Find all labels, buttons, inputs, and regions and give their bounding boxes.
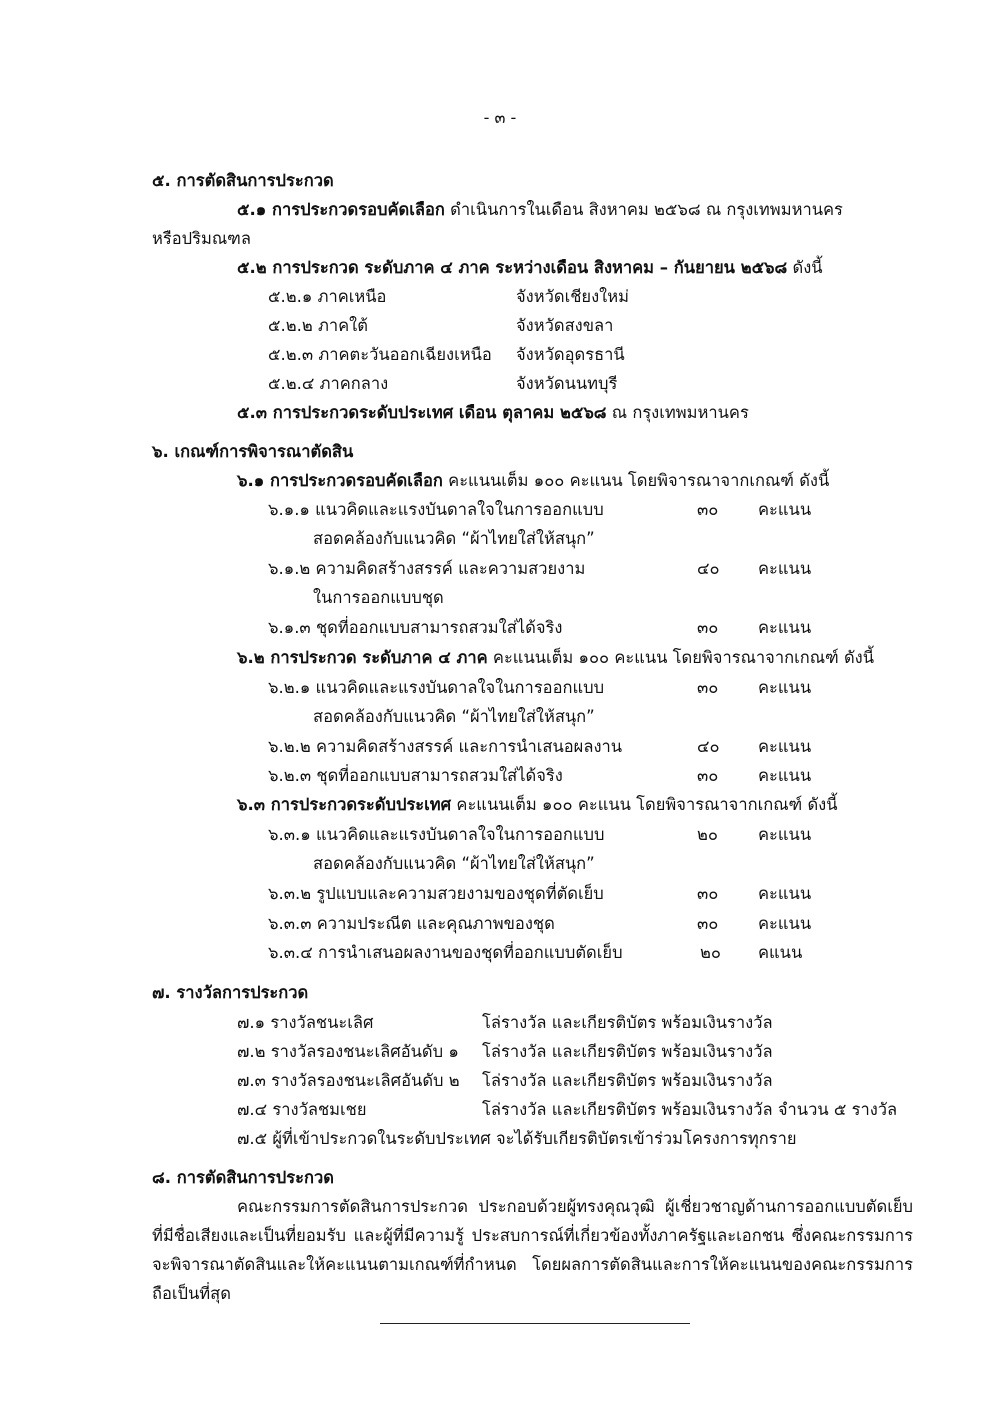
paragraph-line: จะพิจารณาตัดสินและให้คะแนนตามเกณฑ์ที่กำหนด โดยผลการตัดสินและการให้คะแนนของคณะกรรมการ <box>152 1255 913 1274</box>
item-5-3 <box>237 401 749 425</box>
item-5-2-text: ดังนี้ <box>792 258 823 277</box>
criterion-unit: คะแนน <box>758 766 812 785</box>
criterion-text-continued: สอดคล้องกับแนวคิด “ผ้าไทยใส่ให้สนุก” <box>313 854 595 873</box>
criterion-text: ๖.๒.๓ ชุดที่ออกแบบสามารถสวมใส่ได้จริง <box>268 766 563 785</box>
region-province: จังหวัดนนทบุรี <box>516 374 618 393</box>
award-label: ๗.๑ รางวัลชนะเลิศ <box>237 1013 374 1032</box>
item-5-3-text: ณ กรุงเทพมหานคร <box>611 403 749 422</box>
criterion-text: ๖.๒.๑ แนวคิดและแรงบันดาลใจในการออกแบบ <box>268 678 605 697</box>
award-label: ๗.๓ รางวัลรองชนะเลิศอันดับ ๒ <box>237 1071 460 1090</box>
criterion-text-continued: สอดคล้องกับแนวคิด “ผ้าไทยใส่ให้สนุก” <box>313 529 595 548</box>
criterion-score: ๓๐ <box>697 884 719 903</box>
region-label: ๕.๒.๓ ภาคตะวันออกเฉียงเหนือ <box>268 345 492 364</box>
criteria-6-2-text: คะแนนเต็ม ๑๐๐ คะแนน โดยพิจารณาจากเกณฑ์ ดังนี้ <box>492 648 875 667</box>
region-label: ๕.๒.๑ ภาคเหนือ <box>268 287 387 306</box>
region-province: จังหวัดอุดรธานี <box>516 345 625 364</box>
criterion-score: ๒๐ <box>697 825 718 844</box>
criterion-text: ๖.๑.๑ แนวคิดและแรงบันดาลใจในการออกแบบ <box>268 500 604 519</box>
item-5-1-text: ดำเนินการในเดือน สิงหาคม ๒๕๖๘ ณ กรุงเทพมหานคร <box>450 200 843 219</box>
criterion-unit: คะแนน <box>758 825 812 844</box>
criterion-unit: คะแนน <box>758 737 812 756</box>
criteria-6-2 <box>237 646 874 670</box>
criterion-unit: คะแนน <box>758 678 812 697</box>
criterion-text: ๖.๓.๔ การนำเสนอผลงานของชุดที่ออกแบบตัดเย็บ <box>268 943 623 962</box>
item-5-1-title: ๕.๑ การประกวดรอบคัดเลือก <box>237 200 445 219</box>
criterion-score: ๓๐ <box>697 500 719 519</box>
criterion-score: ๔๐ <box>697 559 720 578</box>
item-5-3-title: ๕.๓ การประกวดระดับประเทศ เดือน ตุลาคม ๒๕๖๘ <box>237 403 607 422</box>
end-divider <box>380 1323 690 1324</box>
section-8-heading: ๘. การตัดสินการประกวด <box>152 1168 334 1187</box>
criterion-text: ๖.๑.๒ ความคิดสร้างสรรค์ และความสวยงาม <box>268 559 586 578</box>
criteria-6-1-text: คะแนนเต็ม ๑๐๐ คะแนน โดยพิจารณาจากเกณฑ์ ดังนี้ <box>448 471 830 490</box>
criterion-unit: คะแนน <box>758 914 812 933</box>
criterion-score: ๒๐ <box>700 943 721 962</box>
section-6-heading: ๖. เกณฑ์การพิจารณาตัดสิน <box>152 442 354 461</box>
criterion-unit: คะแนน <box>758 618 812 637</box>
award-prize: โล่รางวัล และเกียรติบัตร พร้อมเงินรางวัล <box>482 1013 773 1032</box>
criterion-text: ๖.๑.๓ ชุดที่ออกแบบสามารถสวมใส่ได้จริง <box>268 618 563 637</box>
criterion-text: ๖.๓.๑ แนวคิดและแรงบันดาลใจในการออกแบบ <box>268 825 605 844</box>
award-label: ๗.๒ รางวัลรองชนะเลิศอันดับ ๑ <box>237 1042 459 1061</box>
region-label: ๕.๒.๒ ภาคใต้ <box>268 316 368 335</box>
paragraph-line: ถือเป็นที่สุด <box>152 1284 231 1303</box>
page-number: - ๓ - <box>483 108 517 127</box>
criterion-text-continued: สอดคล้องกับแนวคิด “ผ้าไทยใส่ให้สนุก” <box>313 707 595 726</box>
award-prize: โล่รางวัล และเกียรติบัตร พร้อมเงินรางวัล <box>482 1071 773 1090</box>
item-5-2 <box>237 256 823 280</box>
criterion-text-continued: ในการออกแบบชุด <box>313 588 444 607</box>
criterion-unit: คะแนน <box>758 559 812 578</box>
section-7-heading: ๗. รางวัลการประกวด <box>152 983 309 1002</box>
criteria-6-1-title: ๖.๑ การประกวดรอบคัดเลือก <box>237 471 443 490</box>
award-7-5: ๗.๕ ผู้ที่เข้าประกวดในระดับประเทศ จะได้รับเกียรติบัตรเข้าร่วมโครงการทุกราย <box>237 1129 797 1148</box>
criterion-text: ๖.๓.๓ ความประณีต และคุณภาพของชุด <box>268 914 555 933</box>
award-prize: โล่รางวัล และเกียรติบัตร พร้อมเงินรางวัล <box>482 1042 773 1061</box>
criterion-score: ๓๐ <box>697 914 719 933</box>
paragraph-line: ที่มีชื่อเสียงและเป็นที่ยอมรับ และผู้ที่มีความรู้ ประสบการณ์ที่เกี่ยวข้องทั้งภาครัฐและเอกชน ซึ่งคณะกรรมการ <box>152 1226 913 1245</box>
region-label: ๕.๒.๔ ภาคกลาง <box>268 374 389 393</box>
criterion-unit: คะแนน <box>758 884 812 903</box>
criterion-unit: คะแนน <box>758 500 812 519</box>
section-5-heading: ๕. การตัดสินการประกวด <box>152 171 334 190</box>
criterion-score: ๓๐ <box>697 766 719 785</box>
criterion-score: ๔๐ <box>697 737 720 756</box>
criteria-6-3 <box>237 793 838 817</box>
region-province: จังหวัดสงขลา <box>516 316 614 335</box>
criteria-6-2-title: ๖.๒ การประกวด ระดับภาค ๔ ภาค <box>237 648 488 667</box>
criterion-text: ๖.๓.๒ รูปแบบและความสวยงามของชุดที่ตัดเย็บ <box>268 884 604 903</box>
criterion-unit: คแนน <box>758 943 803 962</box>
criteria-6-3-title: ๖.๓ การประกวดระดับประเทศ <box>237 795 452 814</box>
item-5-1-continued: หรือปริมณฑล <box>152 229 251 248</box>
region-province: จังหวัดเชียงใหม่ <box>516 287 629 306</box>
criteria-6-1 <box>237 469 829 493</box>
item-5-2-title: ๕.๒ การประกวด ระดับภาค ๔ ภาค ระหว่างเดือน สิงหาคม – กันยายน ๒๕๖๘ <box>237 258 788 277</box>
criterion-score: ๓๐ <box>697 678 719 697</box>
award-label: ๗.๔ รางวัลชมเชย <box>237 1100 367 1119</box>
item-5-1 <box>237 198 843 222</box>
criterion-text: ๖.๒.๒ ความคิดสร้างสรรค์ และการนำเสนอผลงาน <box>268 737 623 756</box>
award-prize: โล่รางวัล และเกียรติบัตร พร้อมเงินรางวัล จำนวน ๕ รางวัล <box>482 1100 898 1119</box>
criterion-score: ๓๐ <box>697 618 719 637</box>
criteria-6-3-text: คะแนนเต็ม ๑๐๐ คะแนน โดยพิจารณาจากเกณฑ์ ดังนี้ <box>456 795 838 814</box>
paragraph-line: คณะกรรมการตัดสินการประกวด ประกอบด้วยผู้ทรงคุณวุฒิ ผู้เชี่ยวชาญด้านการออกแบบตัดเย็บ <box>237 1197 913 1216</box>
